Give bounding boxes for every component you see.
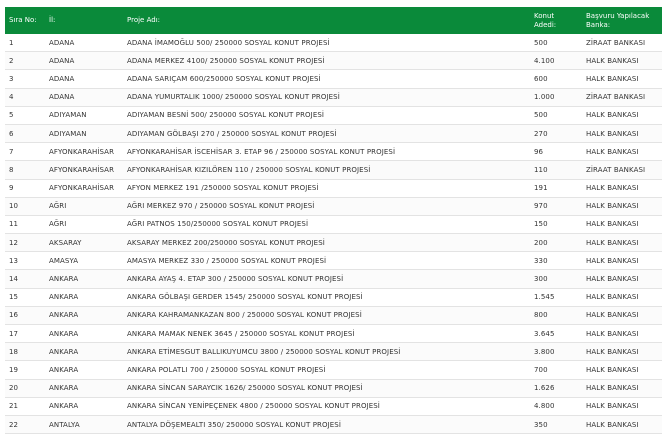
cell-konut-adedi: 700 [530,361,582,379]
header-banka: Başvuru Yapılacak Banka: [582,7,662,34]
table-row [5,397,662,415]
cell-banka: ZİRAAT BANKASI [582,34,662,52]
cell-konut-adedi: 1.545 [530,288,582,306]
table-row [5,415,662,433]
cell-konut-adedi: 150 [530,215,582,233]
cell-il: ANTALYA [45,415,123,433]
cell-sira-no: 15 [5,288,45,306]
cell-proje-adi: ADANA İMAMOĞLU 500/ 250000 SOSYAL KONUT PROJESİ [123,34,530,52]
cell-banka: HALK BANKASI [582,143,662,161]
cell-sira-no: 13 [5,252,45,270]
cell-proje-adi: ADANA MERKEZ 4100/ 250000 SOSYAL KONUT PROJESİ [123,52,530,70]
cell-banka: HALK BANKASI [582,179,662,197]
table-row [5,379,662,397]
cell-konut-adedi: 4.100 [530,52,582,70]
cell-banka: HALK BANKASI [582,306,662,324]
cell-banka: HALK BANKASI [582,270,662,288]
cell-sira-no: 18 [5,343,45,361]
cell-proje-adi: AFYON MERKEZ 191 /250000 SOSYAL KONUT PROJESİ [123,179,530,197]
cell-banka: HALK BANKASI [582,106,662,124]
cell-sira-no: 4 [5,88,45,106]
cell-proje-adi: AKSARAY MERKEZ 200/250000 SOSYAL KONUT PROJESİ [123,234,530,252]
cell-proje-adi: ANKARA SİNCAN YENİPEÇENEK 4800 / 250000 SOSYAL KONUT PROJESİ [123,397,530,415]
cell-konut-adedi: 110 [530,161,582,179]
table-header [5,7,662,34]
cell-konut-adedi: 96 [530,143,582,161]
table-row [5,215,662,233]
cell-il: AĞRI [45,197,123,215]
cell-proje-adi: AMASYA MERKEZ 330 / 250000 SOSYAL KONUT PROJESİ [123,252,530,270]
cell-banka: HALK BANKASI [582,124,662,142]
cell-proje-adi: ADANA YUMURTALIK 1000/ 250000 SOSYAL KONUT PROJESİ [123,88,530,106]
cell-il: ADIYAMAN [45,106,123,124]
table-row [5,325,662,343]
cell-sira-no: 19 [5,361,45,379]
cell-sira-no: 2 [5,52,45,70]
cell-sira-no: 9 [5,179,45,197]
cell-sira-no: 6 [5,124,45,142]
table-row [5,361,662,379]
cell-il: AMASYA [45,252,123,270]
header-il: İl: [45,7,123,34]
table-row [5,34,662,52]
cell-konut-adedi: 1.000 [530,88,582,106]
cell-konut-adedi: 500 [530,106,582,124]
table-row [5,343,662,361]
cell-il: ANKARA [45,343,123,361]
cell-il: ADIYAMAN [45,124,123,142]
cell-banka: HALK BANKASI [582,252,662,270]
cell-il: ANKARA [45,325,123,343]
cell-proje-adi: ANKARA POLATLI 700 / 250000 SOSYAL KONUT PROJESİ [123,361,530,379]
header-proje-adi: Proje Adı: [123,7,530,34]
cell-konut-adedi: 300 [530,270,582,288]
table-row [5,252,662,270]
header-row [5,7,662,34]
cell-il: ADANA [45,70,123,88]
cell-il: ANKARA [45,379,123,397]
table-row [5,234,662,252]
cell-proje-adi: ADANA SARIÇAM 600/250000 SOSYAL KONUT PROJESİ [123,70,530,88]
cell-banka: HALK BANKASI [582,197,662,215]
cell-konut-adedi: 350 [530,415,582,433]
cell-konut-adedi: 4.800 [530,397,582,415]
table-row [5,288,662,306]
cell-sira-no: 22 [5,415,45,433]
cell-il: ADANA [45,52,123,70]
table-row [5,70,662,88]
cell-sira-no: 16 [5,306,45,324]
cell-banka: HALK BANKASI [582,397,662,415]
cell-banka: HALK BANKASI [582,379,662,397]
cell-sira-no: 10 [5,197,45,215]
cell-konut-adedi: 200 [530,234,582,252]
cell-banka: HALK BANKASI [582,52,662,70]
cell-konut-adedi: 191 [530,179,582,197]
cell-sira-no: 12 [5,234,45,252]
table-row [5,143,662,161]
cell-il: AFYONKARAHİSAR [45,143,123,161]
cell-konut-adedi: 600 [530,70,582,88]
cell-proje-adi: ANKARA SİNCAN SARAYCIK 1626/ 250000 SOSYAL KONUT PROJESİ [123,379,530,397]
cell-banka: HALK BANKASI [582,361,662,379]
cell-banka: HALK BANKASI [582,415,662,433]
cell-il: ANKARA [45,306,123,324]
table-row [5,270,662,288]
cell-banka: HALK BANKASI [582,288,662,306]
cell-sira-no: 1 [5,34,45,52]
cell-sira-no: 14 [5,270,45,288]
cell-il: ADANA [45,88,123,106]
cell-banka: HALK BANKASI [582,343,662,361]
table-row [5,52,662,70]
cell-proje-adi: AĞRI PATNOS 150/250000 SOSYAL KONUT PROJESİ [123,215,530,233]
cell-sira-no: 21 [5,397,45,415]
cell-konut-adedi: 970 [530,197,582,215]
cell-sira-no: 7 [5,143,45,161]
cell-il: AFYONKARAHİSAR [45,179,123,197]
projects-table [5,7,662,434]
cell-il: AĞRI [45,215,123,233]
cell-proje-adi: ANTALYA DÖŞEMEALTI 350/ 250000 SOSYAL KONUT PROJESİ [123,415,530,433]
cell-konut-adedi: 800 [530,306,582,324]
cell-banka: HALK BANKASI [582,215,662,233]
cell-proje-adi: AFYONKARAHİSAR İSCEHİSAR 3. ETAP 96 / 250000 SOSYAL KONUT PROJESİ [123,143,530,161]
cell-sira-no: 5 [5,106,45,124]
cell-proje-adi: ANKARA MAMAK NENEK 3645 / 250000 SOSYAL KONUT PROJESİ [123,325,530,343]
table-row [5,106,662,124]
cell-il: ANKARA [45,270,123,288]
cell-banka: ZİRAAT BANKASI [582,88,662,106]
table-body [5,34,662,434]
cell-proje-adi: ANKARA ETİMESGUT BALLIKUYUMCU 3800 / 250000 SOSYAL KONUT PROJESİ [123,343,530,361]
cell-proje-adi: AĞRI MERKEZ 970 / 250000 SOSYAL KONUT PROJESİ [123,197,530,215]
cell-banka: ZİRAAT BANKASI [582,161,662,179]
cell-il: ANKARA [45,397,123,415]
cell-banka: HALK BANKASI [582,325,662,343]
table-row [5,197,662,215]
header-konut-adedi: Konut Adedi: [530,7,582,34]
cell-il: ANKARA [45,288,123,306]
cell-sira-no: 3 [5,70,45,88]
cell-proje-adi: ADIYAMAN GÖLBAŞI 270 / 250000 SOSYAL KONUT PROJESİ [123,124,530,142]
cell-il: AKSARAY [45,234,123,252]
cell-il: ANKARA [45,361,123,379]
cell-proje-adi: ANKARA KAHRAMANKAZAN 800 / 250000 SOSYAL KONUT PROJESİ [123,306,530,324]
cell-il: AFYONKARAHİSAR [45,161,123,179]
cell-proje-adi: ADIYAMAN BESNİ 500/ 250000 SOSYAL KONUT PROJESİ [123,106,530,124]
cell-sira-no: 11 [5,215,45,233]
cell-konut-adedi: 1.626 [530,379,582,397]
cell-konut-adedi: 330 [530,252,582,270]
header-sira-no: Sıra No: [5,7,45,34]
cell-konut-adedi: 270 [530,124,582,142]
cell-konut-adedi: 500 [530,34,582,52]
cell-proje-adi: AFYONKARAHİSAR KIZILÖREN 110 / 250000 SOSYAL KONUT PROJESİ [123,161,530,179]
cell-il: ADANA [45,34,123,52]
cell-konut-adedi: 3.800 [530,343,582,361]
table-row [5,179,662,197]
table-row [5,88,662,106]
cell-konut-adedi: 3.645 [530,325,582,343]
cell-sira-no: 20 [5,379,45,397]
cell-proje-adi: ANKARA GÖLBAŞI GERDER 1545/ 250000 SOSYAL KONUT PROJESİ [123,288,530,306]
cell-sira-no: 17 [5,325,45,343]
cell-banka: HALK BANKASI [582,234,662,252]
cell-sira-no: 8 [5,161,45,179]
cell-proje-adi: ANKARA AYAŞ 4. ETAP 300 / 250000 SOSYAL KONUT PROJESİ [123,270,530,288]
table-row [5,124,662,142]
cell-banka: HALK BANKASI [582,70,662,88]
table-row [5,161,662,179]
table-row [5,306,662,324]
